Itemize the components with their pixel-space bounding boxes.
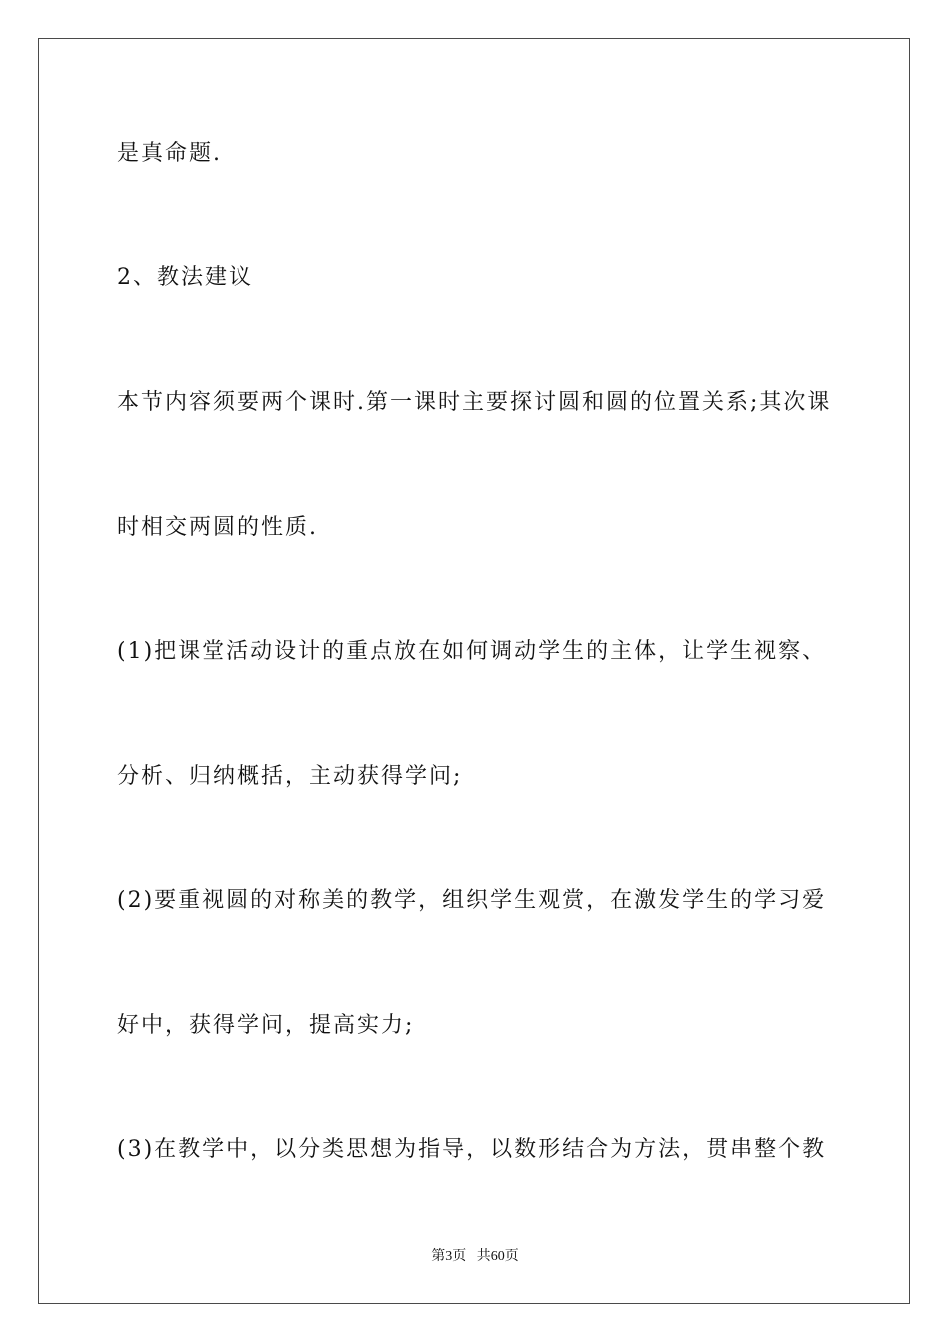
- page-number: 第3页: [431, 1249, 467, 1264]
- page-frame: [38, 38, 910, 1304]
- text-line-8: 好中，获得学问，提高实力;: [117, 1013, 415, 1038]
- text-line-3: 本节内容须要两个课时.第一课时主要探讨圆和圆的位置关系;其次课: [117, 390, 832, 415]
- text-line-1: 是真命题.: [117, 141, 222, 166]
- section-heading: 2、教法建议: [117, 265, 253, 290]
- text-line-5: (1)把课堂活动设计的重点放在如何调动学生的主体，让学生视察、: [117, 639, 827, 664]
- text-line-6: 分析、归纳概括，主动获得学问;: [117, 764, 463, 789]
- page-footer: [0, 1245, 950, 1265]
- text-line-7: (2)要重视圆的对称美的教学，组织学生观赏，在激发学生的学习爱: [117, 888, 827, 913]
- page-total: 共60页: [476, 1249, 519, 1264]
- text-line-4: 时相交两圆的性质.: [117, 515, 318, 540]
- text-line-9: (3)在教学中，以分类思想为指导，以数形结合为方法，贯串整个教: [117, 1137, 827, 1162]
